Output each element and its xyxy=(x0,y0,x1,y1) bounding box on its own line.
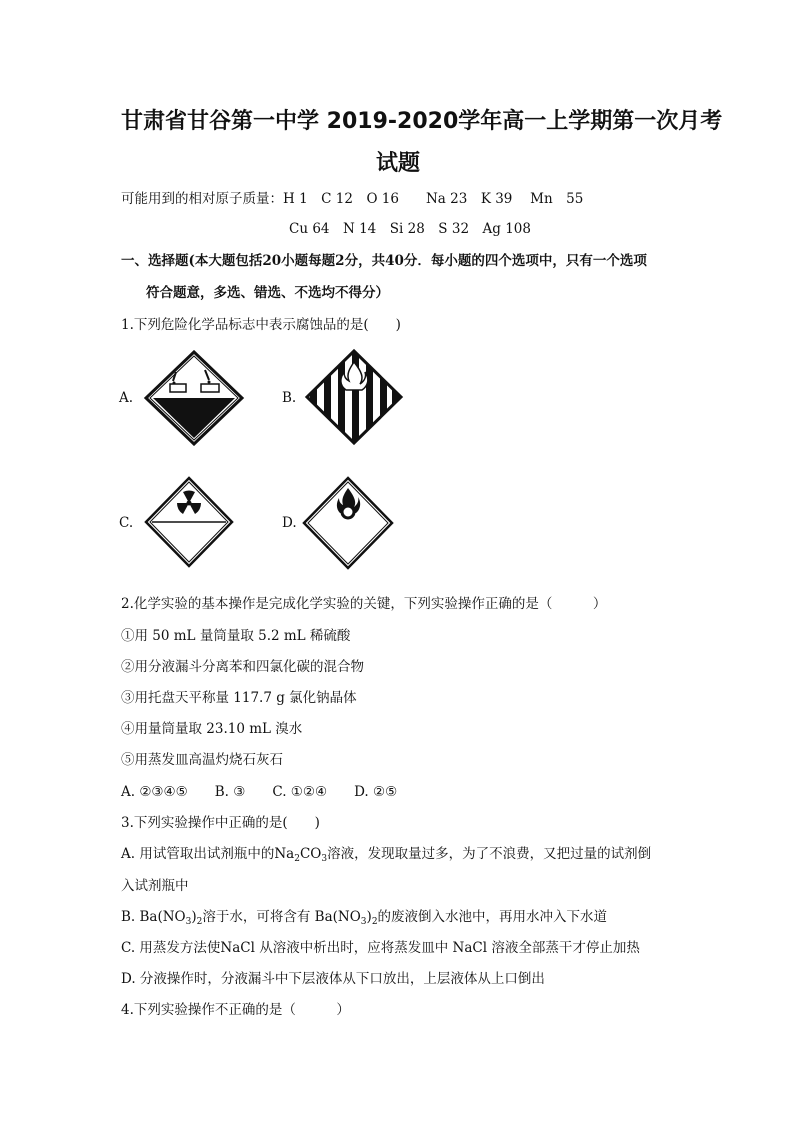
q1-option-a-label: A. xyxy=(119,390,134,406)
q4-stem: 4.下列实验操作不正确的是（ ） xyxy=(121,1002,350,1018)
radioactive-symbol-icon xyxy=(144,476,234,568)
q3-option-a-line2: 入试剂瓶中 xyxy=(121,878,189,894)
section-heading-line1: 一、选择题(本大题包括20小题每题2分，共40分．每小题的四个选项中，只有一个选项 xyxy=(121,253,647,269)
q2-item-1: ①用 50 mL 量筒量取 5.2 mL 稀硫酸 xyxy=(121,628,351,644)
q2-item-5: ⑤用蒸发皿高温灼烧石灰石 xyxy=(121,752,283,768)
q3-option-a: A. 用试管取出试剂瓶中的$Na_2CO_3$溶液，发现取量过多，为了不浪费，又把过量的试剂倒 xyxy=(121,846,652,864)
q3-option-c: C. 用蒸发方法使NaCl 从溶液中析出时，应将蒸发皿中 NaCl 溶液全部蒸干才停止加热 xyxy=(121,940,640,956)
q3-stem: 3.下列实验操作中正确的是( ) xyxy=(121,815,320,831)
q2-item-3: ③用托盘天平称量 117.7 g 氯化钠晶体 xyxy=(121,690,357,706)
atomic-mass-line2: Cu 64 N 14 Si 28 S 32 Ag 108 xyxy=(289,221,531,237)
q2-item-2: ②用分液漏斗分离苯和四氯化碳的混合物 xyxy=(121,659,364,675)
q2-options: A. ②③④⑤ B. ③ C. ①②④ D. ②⑤ xyxy=(121,784,398,800)
q2-stem: 2.化学实验的基本操作是完成化学实验的关键，下列实验操作正确的是（ ） xyxy=(121,596,607,612)
atomic-mass-line1: 可能用到的相对原子质量：H 1 C 12 O 16 Na 23 K 39 Mn 55 xyxy=(121,191,584,207)
page-title-line1: 甘肃省甘谷第一中学 2019-2020学年高一上学期第一次月考 xyxy=(121,109,723,134)
q1-stem: 1.下列危险化学品标志中表示腐蚀品的是( ) xyxy=(121,317,401,333)
q3-option-b: B. $Ba(NO_3)_2$溶于水，可将含有 $Ba(NO_3)_2$的废液倒入水池中，再用水冲入下水道 xyxy=(121,909,608,927)
oxidizer-symbol-icon xyxy=(302,476,394,570)
q1-option-b-label: B. xyxy=(282,390,297,406)
page-title-line2: 试题 xyxy=(376,151,421,176)
section-heading-line2: 符合题意，多选、错选、不选均不得分） xyxy=(146,285,389,301)
corrosive-symbol-icon xyxy=(143,350,245,446)
q1-option-d-label: D. xyxy=(282,515,297,531)
q3-option-d: D. 分液操作时，分液漏斗中下层液体从下口放出，上层液体从上口倒出 xyxy=(121,971,545,987)
q2-item-4: ④用量筒量取 23.10 mL 溴水 xyxy=(121,721,303,737)
q1-option-c-label: C. xyxy=(119,515,134,531)
flammable-solid-symbol-icon xyxy=(304,348,404,446)
